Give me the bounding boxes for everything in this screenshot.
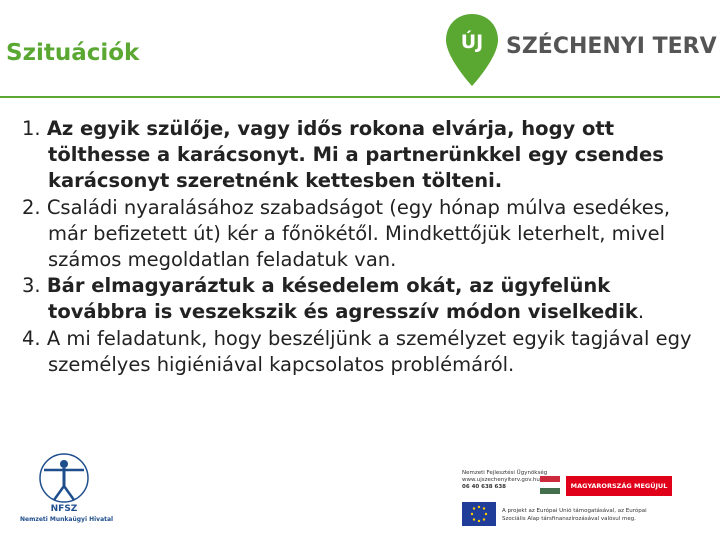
agency-line3: 06 40 638 638 — [462, 484, 507, 490]
situation-list — [22, 116, 712, 378]
nfsz-name: Nemzeti Munkaügyi Hivatal — [20, 516, 114, 523]
item-suffix: . — [637, 300, 645, 324]
vitruvian-man-icon — [20, 452, 108, 504]
funding-block — [460, 466, 710, 532]
item-text: Családi nyaralásához szabadságot (egy hónap múlva esedékes, már befizetett út) kér a főnökétől. Mindkettőjük leterhelt, mivel számos megoldatlan feladatuk van. — [46, 195, 671, 272]
page-title: Szituációk — [6, 40, 140, 66]
item-text: Bár elmagyaráztuk a késedelem okát, az ügyfelünk továbbra is veszekszik és agresszív módon viselkedik — [46, 274, 638, 324]
nfsz-logo — [20, 452, 114, 530]
list-item — [22, 116, 712, 195]
agency-line2: www.ujszechenyiterv.gov.hu — [462, 477, 540, 483]
agency-line1: Nemzeti Fejlesztési Ügynökség — [462, 470, 548, 476]
logo-text: SZÉCHENYI TERV — [506, 34, 717, 59]
item-number: 3. — [22, 274, 41, 298]
list-item — [22, 273, 712, 325]
list-item — [22, 195, 712, 274]
item-text: A mi feladatunk, hogy beszéljünk a személyzet egyik tagjával egy személyes higiéniával kapcsolatos problémáról. — [46, 326, 692, 376]
nfsz-short: NFSZ — [50, 504, 78, 514]
hungary-badge: MAGYARORSZÁG MEGÚJUL — [566, 476, 672, 496]
list-item — [22, 326, 712, 378]
map-pin-icon — [444, 12, 500, 88]
hungarian-flag-icon — [540, 476, 560, 494]
item-number: 2. — [22, 195, 41, 219]
eu-line1: A projekt az Európai Unió támogatásával, az Európai — [502, 508, 647, 514]
eu-flag-icon — [462, 502, 496, 526]
item-number: 4. — [22, 326, 41, 350]
szechenyi-terv-logo — [444, 12, 717, 88]
eu-line2: Szociális Alap társfinanszírozásával valósul meg. — [502, 516, 637, 522]
logo-badge: ÚJ — [460, 31, 484, 53]
item-number: 1. — [22, 117, 41, 140]
item-text: Az egyik szülője, vagy idős rokona elvárja, hogy ott tölthesse a karácsonyt. Mi a partnerünkkel egy csendes karácsonyt szeretnénk kettesben tölteni. — [46, 117, 664, 193]
header-divider — [0, 96, 720, 98]
